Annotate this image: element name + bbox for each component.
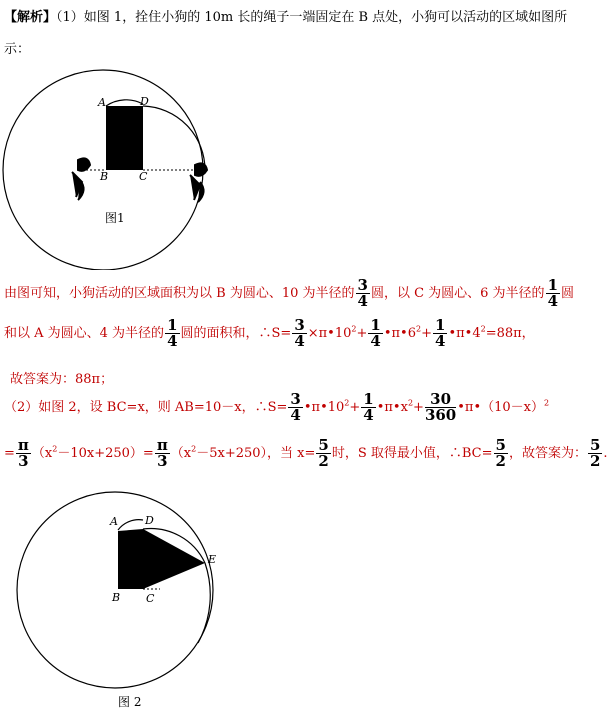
intro-line-2: 示： (4, 42, 31, 57)
fig1-label-d: D (140, 95, 149, 108)
analysis-tag: 【解析】 (4, 10, 57, 25)
answer-1: 故答案为：88π； (10, 372, 114, 387)
fig2-label-e: E (208, 553, 217, 566)
dog-icon-left (72, 158, 90, 200)
fig1-label-b: B (100, 170, 109, 183)
figure-2-caption: 图 2 (118, 695, 142, 709)
analysis-line-3: （2）如图 2，设 BC=x，则 AB=10－x，∴S= $\frac{3}{4}$ $•\pi•10^2+$ $\frac{1}{4}$ $•\pi•x^2+$ $\frac{30}{360}$ $•\pi•(10-x)^2$ (4, 390, 550, 424)
dog-icon-right (190, 163, 207, 202)
figure-1-caption: 图1 (105, 211, 125, 225)
fig2-label-c: C (146, 592, 155, 605)
figure-1 (0, 60, 300, 270)
analysis-line-2: 和以 A 为圆心、4 为半径的 $\frac{1}{4}$ 圆的面积和，∴S= $\frac{3}{4}$ $\times\pi•10^2+$ $\frac{1}{4}$ $•\pi•6^2+$ $\frac{1}{4}$ $•\pi•4^2=88\pi$， (4, 316, 535, 350)
fig1-label-a: A (98, 96, 106, 109)
intro-line-1 (4, 6, 567, 25)
figure-2 (0, 485, 260, 700)
fig2-label-d: D (145, 514, 154, 527)
intro-text: （1）如图 1，拴住小狗的 10m 长的绳子一端固定在 B 点处，小狗可以活动的区域如图所 (56, 10, 568, 25)
analysis-line-4: = $\frac{\pi}{3}$ $(x^2-10x+250)=$ $\frac{\pi}{3}$ $(x^2-5x+250)$，当 x= $\frac{5}{2}$ 时，S 取得最小值，∴BC= $\frac{5}{2}$ ，故答案为： $\frac{5}{2}$ . (4, 436, 608, 470)
fig2-label-b: B (112, 591, 121, 604)
fig1-label-c: C (139, 170, 148, 183)
analysis-line-1: 由图可知，小狗活动的区域面积为以 B 为圆心、10 为半径的 $\frac{3}{4}$ 圆，以 C 为圆心、6 为半径的 $\frac{1}{4}$ 圆 (4, 276, 575, 310)
fig2-label-a: A (110, 515, 118, 528)
